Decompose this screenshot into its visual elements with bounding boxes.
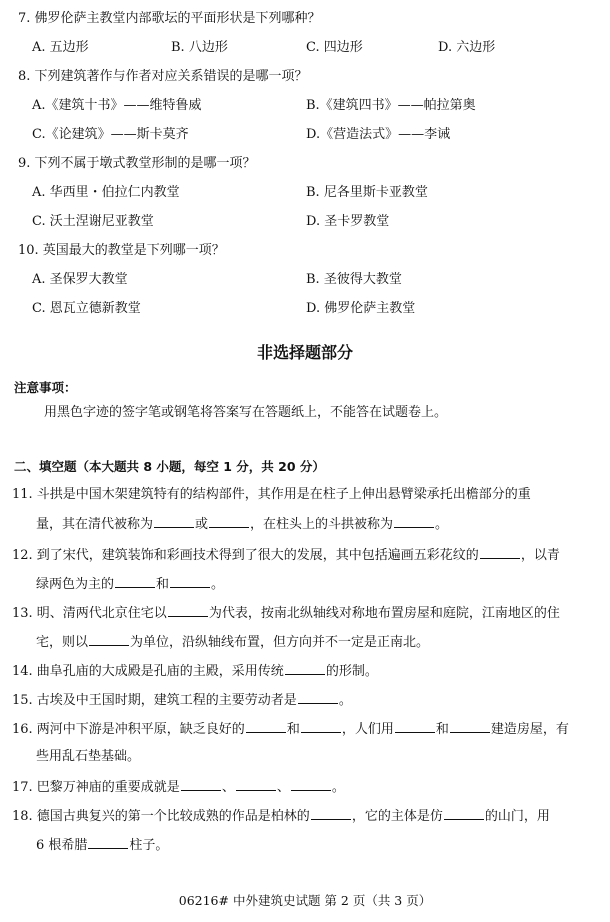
answer-blank[interactable] <box>246 719 286 733</box>
q16-line1: 16. 两河中下游是冲积平原，缺乏良好的 和 ，人们用 和 建造房屋，有 <box>12 719 569 739</box>
q7-option-c: C. 四边形 <box>306 40 363 55</box>
q14-line: 14. 曲阜孔庙的大成殿是孔庙的主殿，采用传统 的形制。 <box>12 661 378 681</box>
q16-line2: 些用乱石垫基础。 <box>36 749 141 764</box>
q12-line1: 12. 到了宋代，建筑装饰和彩画技术得到了很大的发展，其中包括遍画五彩花纹的 ，以青 <box>12 545 560 565</box>
part2-header: 二、填空题（本大题共 8 小题，每空 1 分，共 20 分） <box>14 459 325 474</box>
answer-blank[interactable] <box>291 777 331 791</box>
q7-option-d: D. 六边形 <box>438 40 496 55</box>
q8-option-a: A.《建筑十书》——维特鲁威 <box>32 98 202 113</box>
answer-blank[interactable] <box>444 806 484 820</box>
q10-option-a: A. 圣保罗大教堂 <box>32 272 128 287</box>
q12-line2: 绿两色为主的 和 。 <box>36 574 224 594</box>
q7-option-a: A. 五边形 <box>32 40 89 55</box>
q9-stem: 9. 下列不属于墩式教堂形制的是哪一项？ <box>18 156 256 171</box>
answer-blank[interactable] <box>298 690 338 704</box>
q8-stem: 8. 下列建筑著作与作者对应关系错误的是哪一项？ <box>18 69 308 84</box>
page-footer: 06216# 中外建筑史试题 第 2 页（共 3 页） <box>178 893 432 908</box>
answer-blank[interactable] <box>88 835 128 849</box>
q8-option-d: D.《营造法式》——李诫 <box>306 127 451 142</box>
q9-option-b: B. 尼各里斯卡亚教堂 <box>306 185 428 200</box>
q9-option-c: C. 沃土涅谢尼亚教堂 <box>32 214 154 229</box>
answer-blank[interactable] <box>395 719 435 733</box>
q11-line2: 量，其在清代被称为 或 ，在柱头上的斗拱被称为 。 <box>36 514 448 534</box>
q18-line1: 18. 德国古典复兴的第一个比较成熟的作品是柏林的 ，它的主体是仿 的山门，用 <box>12 806 550 826</box>
q8-option-c: C.《论建筑》——斯卡莫齐 <box>32 127 189 142</box>
q18-line2: 6 根希腊 柱子。 <box>36 835 168 855</box>
answer-blank[interactable] <box>285 661 325 675</box>
q13-line2: 宅，则以 为单位，沿纵轴线布置，但方向并不一定是正南北。 <box>36 632 429 652</box>
notice-title: 注意事项： <box>14 380 77 395</box>
q7-stem: 7. 佛罗伦萨主教堂内部歌坛的平面形状是下列哪种？ <box>18 11 321 26</box>
section-title: 非选择题部分 <box>256 343 353 362</box>
notice-text: 用黑色字迹的签字笔或钢笔将答案写在答题纸上，不能答在试题卷上。 <box>44 405 448 420</box>
answer-blank[interactable] <box>480 545 520 559</box>
q10-option-d: D. 佛罗伦萨主教堂 <box>306 301 416 316</box>
q10-option-b: B. 圣彼得大教堂 <box>306 272 402 287</box>
q9-option-a: A. 华西里・伯拉仁内教堂 <box>32 185 180 200</box>
answer-blank[interactable] <box>170 574 210 588</box>
q17-line: 17. 巴黎万神庙的重要成就是 、 、 。 <box>12 777 345 797</box>
answer-blank[interactable] <box>115 574 155 588</box>
q11-line1: 11. 斗拱是中国木架建筑特有的结构部件，其作用是在柱子上伸出悬臂梁承托出檐部分的重 <box>12 487 531 502</box>
answer-blank[interactable] <box>89 632 129 646</box>
q10-stem: 10. 英国最大的教堂是下列哪一项？ <box>18 243 225 258</box>
answer-blank[interactable] <box>311 806 351 820</box>
answer-blank[interactable] <box>209 514 249 528</box>
q8-option-b: B.《建筑四书》——帕拉第奥 <box>306 98 476 113</box>
q13-line1: 13. 明、清两代北京住宅以 为代表，按南北纵轴线对称地布置房屋和庭院，江南地区的住 <box>12 603 560 623</box>
q10-option-c: C. 恩瓦立德新教堂 <box>32 301 141 316</box>
q9-option-d: D. 圣卡罗教堂 <box>306 214 390 229</box>
answer-blank[interactable] <box>394 514 434 528</box>
answer-blank[interactable] <box>236 777 276 791</box>
answer-blank[interactable] <box>154 514 194 528</box>
answer-blank[interactable] <box>168 603 208 617</box>
answer-blank[interactable] <box>181 777 221 791</box>
q7-option-b: B. 八边形 <box>171 40 228 55</box>
q15-line: 15. 古埃及中王国时期，建筑工程的主要劳动者是 。 <box>12 690 352 710</box>
answer-blank[interactable] <box>301 719 341 733</box>
answer-blank[interactable] <box>450 719 490 733</box>
